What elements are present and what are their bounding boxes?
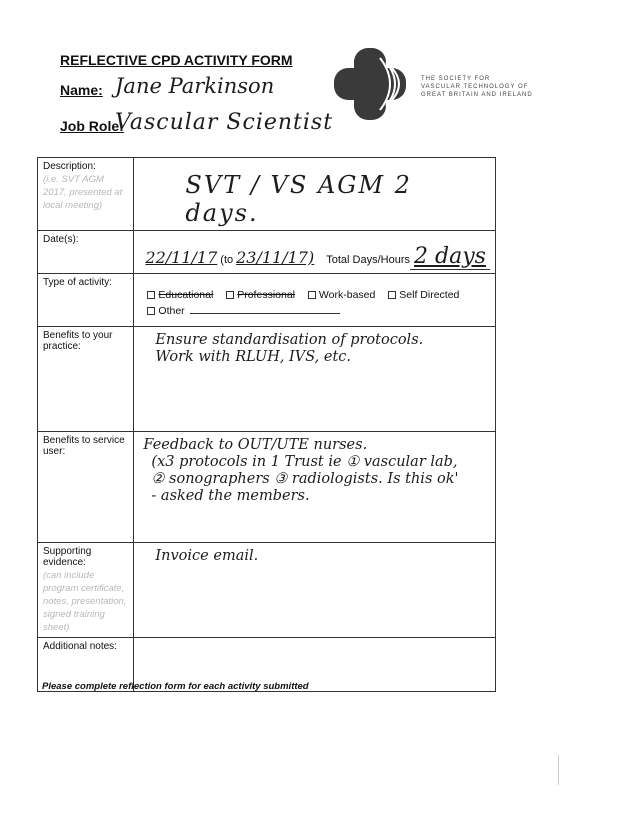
total-days-label: Total Days/Hours	[326, 254, 410, 266]
dates-field[interactable]	[134, 231, 496, 274]
dates-label: Date(s):	[43, 234, 79, 245]
benefits-practice-label: Benefits to your practice:	[43, 330, 113, 352]
benefits-practice-field[interactable]	[134, 327, 496, 432]
description-row	[38, 158, 496, 231]
benefits-service-line: (x3 protocols in 1 Trust ie ① vascular lab,	[151, 454, 458, 470]
supporting-evidence-label: Supporting evidence:	[43, 546, 92, 568]
option-professional-label: Professional	[237, 289, 295, 301]
option-work-based[interactable]	[308, 289, 375, 301]
date-to: 23/11/17)	[236, 248, 315, 267]
society-name	[421, 75, 533, 99]
benefits-service-line: ② sonographers ③ radiologists. Is this ok'	[151, 471, 459, 487]
name-value: Jane Parkinson	[115, 74, 275, 98]
activity-type-field	[134, 274, 496, 327]
supporting-evidence-field[interactable]	[134, 543, 496, 638]
benefits-service-line: - asked the members.	[151, 488, 310, 504]
checkbox-icon	[147, 307, 155, 315]
additional-notes-label: Additional notes:	[43, 641, 117, 652]
benefits-service-label-cell	[38, 432, 134, 543]
description-label: Description:	[43, 161, 96, 172]
supporting-evidence-row	[38, 543, 496, 638]
society-logo-icon	[330, 44, 410, 124]
society-name-line: THE SOCIETY FOR	[421, 76, 491, 82]
option-self-directed-label: Self Directed	[399, 289, 460, 301]
benefits-service-line: Feedback to OUT/UTE nurses.	[143, 437, 368, 453]
benefits-service-label: Benefits to service user:	[43, 435, 125, 457]
name-label: Name:	[60, 82, 103, 98]
date-from: 22/11/17	[145, 248, 218, 267]
benefits-practice-line: Ensure standardisation of protocols.	[155, 332, 424, 348]
supporting-evidence-label-cell	[38, 543, 134, 638]
job-role-label: Job Role:	[60, 118, 124, 134]
scan-mark	[558, 755, 559, 785]
cpd-form-table	[37, 157, 496, 692]
form-title: REFLECTIVE CPD ACTIVITY FORM	[60, 52, 293, 68]
society-name-line: VASCULAR TECHNOLOGY OF	[421, 84, 529, 90]
checkbox-icon	[388, 291, 396, 299]
option-other[interactable]	[147, 305, 184, 317]
supporting-evidence-hint: (can include program certificate, notes, presentation, signed training sheet)	[43, 570, 127, 633]
supporting-evidence-value: Invoice email.	[155, 548, 259, 564]
activity-type-row	[38, 274, 496, 327]
checkbox-icon	[147, 291, 155, 299]
checkbox-icon	[308, 291, 316, 299]
option-educational-label: Educational	[158, 289, 214, 301]
checkbox-icon	[226, 291, 234, 299]
benefits-service-field[interactable]	[134, 432, 496, 543]
description-field[interactable]	[134, 158, 496, 231]
date-to-label: (to	[220, 254, 234, 266]
description-value: SVT / VS AGM 2 days.	[185, 171, 412, 227]
other-input-line[interactable]	[190, 303, 340, 314]
description-label-cell	[38, 158, 134, 231]
job-role-value: Vascular Scientist	[115, 110, 334, 135]
benefits-practice-label-cell	[38, 327, 134, 432]
benefits-service-row	[38, 432, 496, 543]
option-self-directed[interactable]	[388, 289, 459, 301]
dates-label-cell	[38, 231, 134, 274]
total-days-value: 2 days	[410, 244, 490, 270]
option-professional[interactable]	[226, 289, 295, 301]
activity-type-label-cell	[38, 274, 134, 327]
activity-type-label: Type of activity:	[43, 277, 112, 288]
dates-row	[38, 231, 496, 274]
society-name-line: GREAT BRITAIN AND IRELAND	[421, 92, 533, 98]
option-work-based-label: Work-based	[318, 289, 376, 301]
footer-instruction: Please complete reflection form for each activity submitted	[42, 681, 309, 692]
benefits-practice-line: Work with RLUH, IVS, etc.	[155, 349, 352, 365]
benefits-practice-row	[38, 327, 496, 432]
option-educational[interactable]	[147, 289, 213, 301]
description-hint: (i.e. SVT AGM 2017, presented at local meeting)	[43, 174, 123, 211]
option-other-label: Other	[158, 305, 185, 317]
